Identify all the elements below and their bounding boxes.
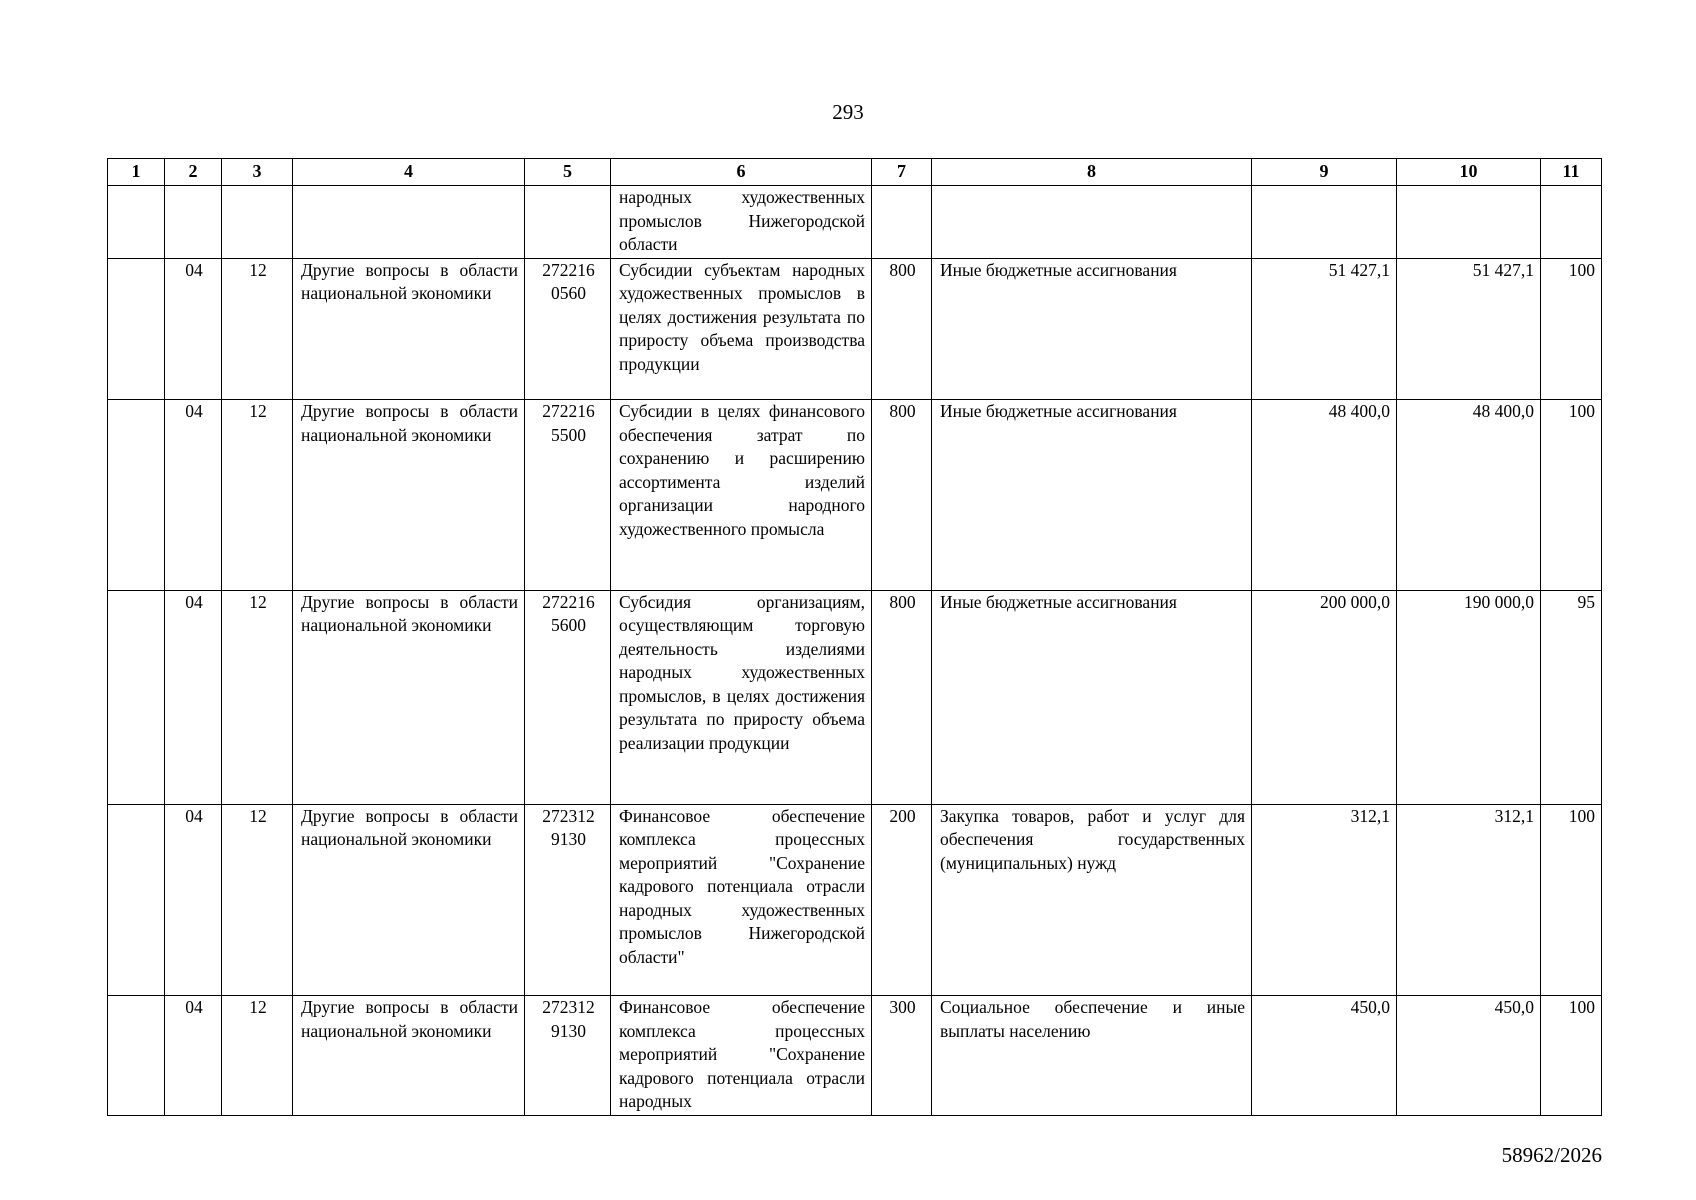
table-row — [108, 996, 1602, 1116]
cell-target-code: 272312 9130 — [525, 804, 611, 995]
table-row — [108, 590, 1602, 804]
column-header-7: 7 — [872, 159, 932, 186]
cell-percent: 95 — [1541, 590, 1602, 804]
cell-expense-type-name: Иные бюджетные ассигнования — [932, 590, 1252, 804]
cell-percent: 100 — [1541, 996, 1602, 1116]
column-header-4: 4 — [293, 159, 525, 186]
cell-expense-type-code: 300 — [872, 996, 932, 1116]
cell-expense-type-name: Иные бюджетные ассигнования — [932, 400, 1252, 590]
cell-section-name: Другие вопросы в области национальной экономики — [293, 996, 525, 1116]
cell-amount-plan: 450,0 — [1252, 996, 1397, 1116]
cell-target-code: 272216 0560 — [525, 258, 611, 400]
cell-section: 04 — [165, 996, 222, 1116]
cell-expense-type-name: Социальное обеспечение и иные выплаты населению — [932, 996, 1252, 1116]
cell-subsection: 12 — [222, 258, 293, 400]
column-header-11: 11 — [1541, 159, 1602, 186]
cell-amount-actual: 450,0 — [1397, 996, 1541, 1116]
cell-amount-actual: 51 427,1 — [1397, 258, 1541, 400]
cell-col1 — [108, 258, 165, 400]
cell-subsection: 12 — [222, 400, 293, 590]
cell-expense-type-code: 800 — [872, 590, 932, 804]
document-number: 58962/2026 — [1501, 1143, 1602, 1167]
cell-section: 04 — [165, 590, 222, 804]
table-row — [108, 258, 1602, 400]
column-header-2: 2 — [165, 159, 222, 186]
cell-amount-actual: 312,1 — [1397, 804, 1541, 995]
header-row — [108, 159, 1602, 186]
cell-expense-type-code: 800 — [872, 258, 932, 400]
cell-col1 — [108, 186, 165, 259]
cell-expense-type-name — [932, 186, 1252, 259]
cell-section-name: Другие вопросы в области национальной экономики — [293, 400, 525, 590]
cell-expense-name: народных художественных промыслов Нижегородской области — [611, 186, 872, 259]
column-header-9: 9 — [1252, 159, 1397, 186]
column-header-6: 6 — [611, 159, 872, 186]
cell-amount-plan: 312,1 — [1252, 804, 1397, 995]
cell-expense-name: Субсидия организациям, осуществляющим торговую деятельность изделиями народных художественных промыслов, в целях достижения результата по приросту объема реализации продукции — [611, 590, 872, 804]
cell-section: 04 — [165, 804, 222, 995]
cell-section — [165, 186, 222, 259]
cell-expense-name: Финансовое обеспечение комплекса процессных мероприятий "Сохранение кадрового потенциала отрасли народных — [611, 996, 872, 1116]
page-number: 293 — [832, 100, 864, 124]
cell-target-code — [525, 186, 611, 259]
cell-amount-actual: 190 000,0 — [1397, 590, 1541, 804]
cell-col1 — [108, 804, 165, 995]
cell-section-name — [293, 186, 525, 259]
column-header-10: 10 — [1397, 159, 1541, 186]
column-header-5: 5 — [525, 159, 611, 186]
cell-expense-name: Финансовое обеспечение комплекса процессных мероприятий "Сохранение кадрового потенциала отрасли народных художественных промыслов Нижегородской области" — [611, 804, 872, 995]
cell-subsection: 12 — [222, 804, 293, 995]
cell-section-name: Другие вопросы в области национальной экономики — [293, 258, 525, 400]
cell-percent: 100 — [1541, 258, 1602, 400]
cell-col1 — [108, 996, 165, 1116]
cell-subsection: 12 — [222, 996, 293, 1116]
cell-amount-plan — [1252, 186, 1397, 259]
cell-target-code: 272216 5600 — [525, 590, 611, 804]
cell-col1 — [108, 400, 165, 590]
cell-expense-name: Субсидии субъектам народных художественных промыслов в целях достижения результата по приросту объема производства продукции — [611, 258, 872, 400]
cell-target-code: 272216 5500 — [525, 400, 611, 590]
cell-expense-type-name: Иные бюджетные ассигнования — [932, 258, 1252, 400]
table-row — [108, 400, 1602, 590]
cell-section-name: Другие вопросы в области национальной экономики — [293, 590, 525, 804]
cell-percent: 100 — [1541, 804, 1602, 995]
table-row — [108, 186, 1602, 259]
cell-amount-plan: 51 427,1 — [1252, 258, 1397, 400]
column-header-1: 1 — [108, 159, 165, 186]
budget-table — [107, 158, 1602, 1116]
cell-expense-type-code — [872, 186, 932, 259]
cell-amount-plan: 48 400,0 — [1252, 400, 1397, 590]
cell-amount-plan: 200 000,0 — [1252, 590, 1397, 804]
cell-subsection: 12 — [222, 590, 293, 804]
column-header-3: 3 — [222, 159, 293, 186]
cell-section-name: Другие вопросы в области национальной экономики — [293, 804, 525, 995]
cell-percent: 100 — [1541, 400, 1602, 590]
cell-target-code: 272312 9130 — [525, 996, 611, 1116]
cell-subsection — [222, 186, 293, 259]
cell-percent — [1541, 186, 1602, 259]
cell-amount-actual — [1397, 186, 1541, 259]
cell-expense-type-code: 200 — [872, 804, 932, 995]
column-header-8: 8 — [932, 159, 1252, 186]
table-row — [108, 804, 1602, 995]
cell-expense-name: Субсидии в целях финансового обеспечения затрат по сохранению и расширению ассортимента изделий организации народного художественного промысла — [611, 400, 872, 590]
cell-col1 — [108, 590, 165, 804]
cell-expense-type-name: Закупка товаров, работ и услуг для обеспечения государственных (муниципальных) нужд — [932, 804, 1252, 995]
cell-section: 04 — [165, 400, 222, 590]
cell-amount-actual: 48 400,0 — [1397, 400, 1541, 590]
cell-expense-type-code: 800 — [872, 400, 932, 590]
cell-section: 04 — [165, 258, 222, 400]
